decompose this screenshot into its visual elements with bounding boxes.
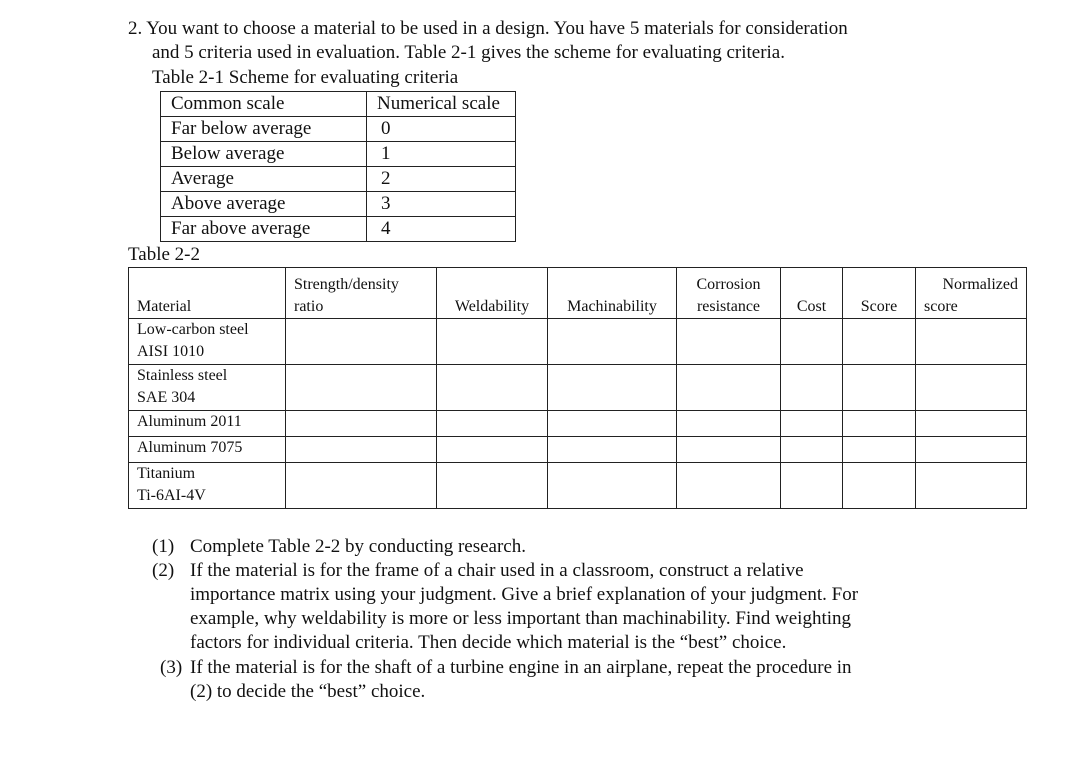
blank-cell[interactable] [286,365,437,411]
table-row [161,192,516,217]
header-corrosion-resistance: Corrosion resistance [677,268,781,319]
blank-cell[interactable] [437,437,548,463]
table1-cell: Below average [161,142,367,167]
table1-cell: 1 [367,142,516,167]
question-number: (1) [152,536,175,557]
blank-cell[interactable] [781,437,843,463]
header-machinability: Machinability [548,268,677,319]
blank-cell[interactable] [916,463,1027,509]
table-row [129,411,1027,437]
problem-line-1: 2. You want to choose a material to be used in a design. You have 5 materials for consideration [128,18,848,39]
blank-cell[interactable] [916,411,1027,437]
table-row [161,117,516,142]
table1-cell: 4 [367,217,516,242]
table-row [129,365,1027,411]
blank-cell[interactable] [437,411,548,437]
material-cell: Titanium Ti-6AI-4V [129,463,286,509]
table1-header-common: Common scale [161,92,367,117]
blank-cell[interactable] [437,463,548,509]
blank-cell[interactable] [916,319,1027,365]
blank-cell[interactable] [677,437,781,463]
header-normalized-score: Normalized score [916,268,1027,319]
table-row [129,319,1027,365]
blank-cell[interactable] [286,319,437,365]
question-text: Complete Table 2-2 by conducting research. [190,536,526,557]
blank-cell[interactable] [286,437,437,463]
table-row [161,217,516,242]
table-2-1 [160,91,516,242]
blank-cell[interactable] [548,319,677,365]
blank-cell[interactable] [677,319,781,365]
blank-cell[interactable] [843,437,916,463]
blank-cell[interactable] [548,463,677,509]
blank-cell[interactable] [781,365,843,411]
blank-cell[interactable] [916,437,1027,463]
table1-cell: Above average [161,192,367,217]
blank-cell[interactable] [677,365,781,411]
question-text: If the material is for the shaft of a turbine engine in an airplane, repeat the procedure in (2) to decide the “best” choice. [190,657,852,702]
header-material: Material [129,268,286,319]
table1-cell: Far below average [161,117,367,142]
material-cell: Stainless steel SAE 304 [129,365,286,411]
table-row [161,92,516,117]
table-header-row [129,268,1027,319]
blank-cell[interactable] [437,319,548,365]
table-row [129,437,1027,463]
question-number: (2) [152,560,175,581]
table-row [161,142,516,167]
material-cell: Aluminum 2011 [129,411,286,437]
blank-cell[interactable] [843,463,916,509]
table-2-2 [128,267,1027,509]
table1-caption: Table 2-1 Scheme for evaluating criteria [152,67,459,88]
table1-cell: 0 [367,117,516,142]
header-cost: Cost [781,268,843,319]
blank-cell[interactable] [286,463,437,509]
blank-cell[interactable] [843,319,916,365]
blank-cell[interactable] [781,319,843,365]
table1-cell: 3 [367,192,516,217]
blank-cell[interactable] [677,411,781,437]
table1-cell: Far above average [161,217,367,242]
blank-cell[interactable] [781,411,843,437]
material-cell: Aluminum 7075 [129,437,286,463]
blank-cell[interactable] [843,411,916,437]
blank-cell[interactable] [548,437,677,463]
blank-cell[interactable] [677,463,781,509]
table-row [129,463,1027,509]
blank-cell[interactable] [548,365,677,411]
question-text: If the material is for the frame of a chair used in a classroom, construct a relative importance matrix using your judgment. Give a brief explanation of your judgment. For example, why weldability is more or less important than machinability. Find weighting factors for individual criteria. Then decide which material is the “best” choice. [190,560,859,653]
blank-cell[interactable] [843,365,916,411]
material-cell: Low-carbon steel AISI 1010 [129,319,286,365]
question-number: (3) [160,657,183,678]
table1-cell: Average [161,167,367,192]
table2-caption: Table 2-2 [128,244,201,265]
blank-cell[interactable] [781,463,843,509]
problem-line-2: and 5 criteria used in evaluation. Table 2-1 gives the scheme for evaluating criteria. [152,42,785,63]
table1-cell: 2 [367,167,516,192]
blank-cell[interactable] [916,365,1027,411]
header-weldability: Weldability [437,268,548,319]
header-strength-density: Strength/density ratio [286,268,437,319]
header-score: Score [843,268,916,319]
table1-header-numerical: Numerical scale [367,92,516,117]
blank-cell[interactable] [548,411,677,437]
blank-cell[interactable] [437,365,548,411]
table-row [161,167,516,192]
blank-cell[interactable] [286,411,437,437]
